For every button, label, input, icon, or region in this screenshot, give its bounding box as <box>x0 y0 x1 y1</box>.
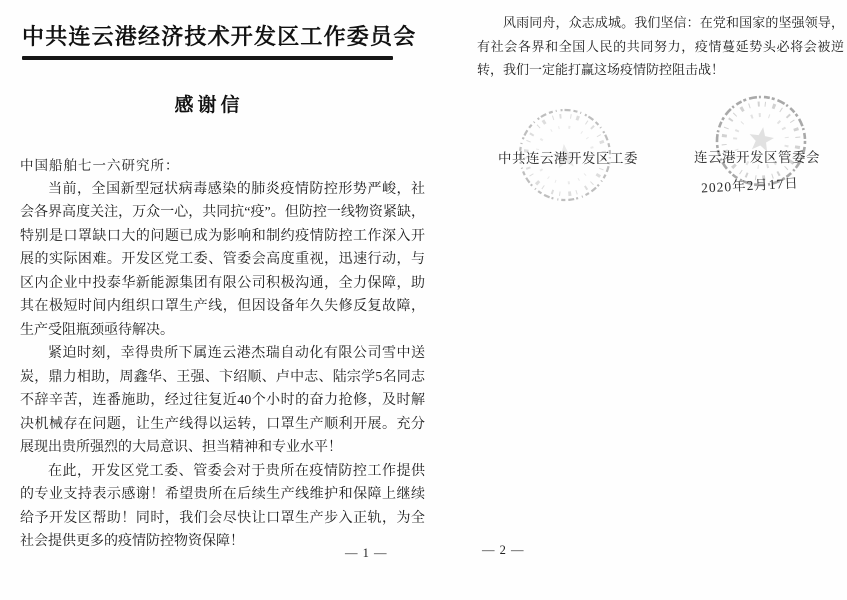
letter-title: 感谢信 <box>174 95 244 116</box>
letter-date: 2020年2月17日 <box>700 175 800 196</box>
signature-work-committee: 中共连云港开发区工委 <box>498 151 638 166</box>
salutation: 中国船舶七一六研究所： <box>20 158 180 173</box>
body-paragraph: 在此，开发区党工委、管委会对于贵所在疫情防控工作提供的专业支持表示感谢！希望贵所在后续生产线维护和保障上继续给予开发区帮助！同时，我们会尽快让口罩生产步入正轨，为全社会提供更多的疫情防控物资保障！ <box>20 463 425 549</box>
body-paragraph: 紧迫时刻，幸得贵所下属连云港杰瑞自动化有限公司雪中送炭，鼎力相助，周鑫华、王强、卞绍顺、卢中志、陆宗学5名同志不辞辛苦，连番施助，经过往复近40个小时的奋力抢修，及时解决机械存在问题，让生产线得以运转，口罩生产顺利开展。充分展现出贵所强烈的大局意识、担当精神和专业水平！ <box>20 346 425 455</box>
page-number-1: — 1 — <box>345 546 388 560</box>
body-paragraph: 当前，全国新型冠状病毒感染的肺炎疫情防控形势严峻，社会各界高度关注，万众一心，共同抗“疫”。但防控一线物资紧缺，特别是口罩缺口大的问题已成为影响和制约疫情防控工作深入开展的实际困难。开发区党工委、管委会高度重视，迅速行动，与区内企业中投泰华新能源集团有限公司积极沟通，全力保障，助其在极短时间内组织口罩生产线，但因设备年久失修反复故障，生产受阻瓶颈亟待解决。 <box>20 181 425 338</box>
letterhead-title: 中共连云港经济技术开发区工作委员会 <box>22 24 417 49</box>
body-paragraph: 风雨同舟，众志成城。我们坚信：在党和国家的坚强领导，有社会各界和全国人民的共同努力，疫情蔓延势头必将会被逆转，我们一定能打赢这场疫情防控阻击战！ <box>477 15 844 77</box>
page-number-2: — 2 — <box>482 543 525 557</box>
signature-admin-committee: 连云港开发区管委会 <box>694 150 820 165</box>
letter-body-page-2 <box>477 11 844 82</box>
